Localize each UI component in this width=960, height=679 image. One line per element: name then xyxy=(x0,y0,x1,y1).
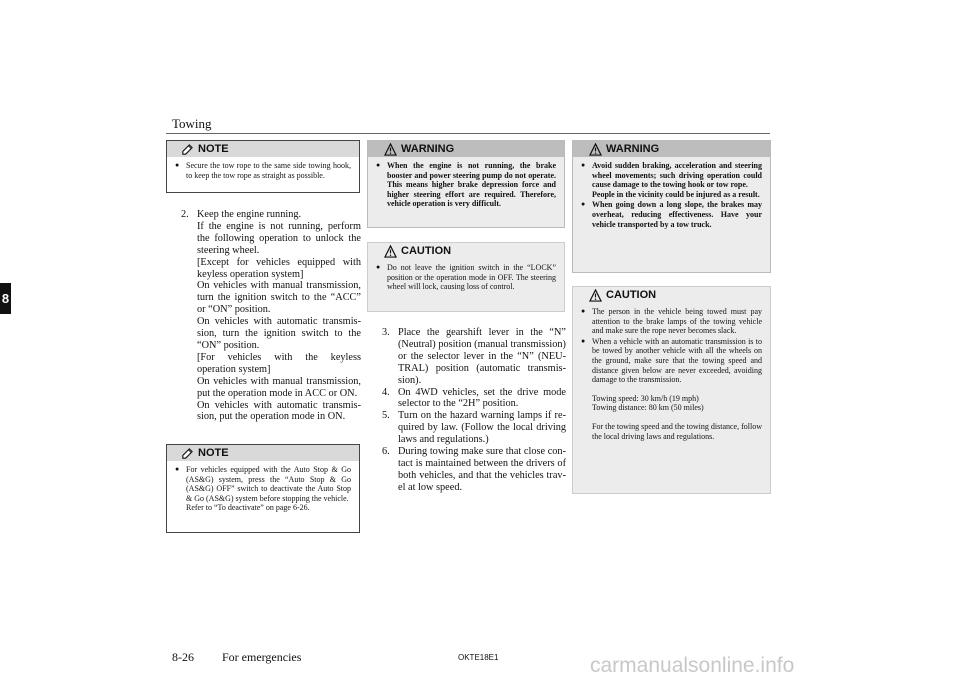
warning-header xyxy=(368,141,564,157)
note-body xyxy=(167,157,359,187)
bullet-dot: ● xyxy=(175,465,180,473)
note-icon xyxy=(181,143,194,156)
step-line: On vehicles with automatic transmission, put the operation mode in ON. xyxy=(197,399,361,423)
caution-body xyxy=(573,303,770,447)
note-icon xyxy=(181,447,194,460)
step-6: 6. During towing make sure that close contact is maintained between the drivers of both vehicles, and that the vehicles travel at low speed. xyxy=(382,446,566,493)
towing-speed: Towing speed: 30 km/h (19 mph) xyxy=(592,393,699,403)
caution-box-1 xyxy=(367,242,565,312)
section-title: Towing xyxy=(172,116,212,131)
warning-item: ● Avoid sudden braking, acceleration and steering wheel movements; such driving operation could cause damage to the towing hook or tow rope. People in the vicinity could be injured as a result. xyxy=(581,161,762,199)
step-4: 4. On 4WD vehicles, set the drive mode selector to the “2H” position. xyxy=(382,386,566,410)
caution-title: CAUTION xyxy=(606,289,657,301)
step-line: If the engine is not running, perform the following operation to unlock the steering wheel. xyxy=(197,220,361,256)
caution-item: ● When a vehicle with an automatic transmission is to be towed by another vehicle with all the wheels on the ground, make sure that the towing speed and distance given below are never exceeded, avoiding damage to the transmission. xyxy=(581,336,762,385)
note-body xyxy=(167,461,359,520)
step-line: [For vehicles with the keyless operation system] xyxy=(197,351,361,375)
step-2 xyxy=(181,209,361,423)
page-section-name: For emergencies xyxy=(222,650,302,664)
page-number: 8-26 xyxy=(172,650,194,664)
bullet-dot: ● xyxy=(581,161,586,169)
note-box-2 xyxy=(166,444,360,533)
note-item: ● For vehicles equipped with the Auto Stop & Go (AS&G) system, press the “Auto Stop & Go (AS&G) OFF” switch to deactivate the Auto Stop & Go (AS&G) system before stopping the vehicle. Refer to “To deactivate” on page 6-26. xyxy=(175,465,351,513)
caution-closing: For the towing speed and the towing distance, follow the local driving laws and regulations. xyxy=(592,421,762,441)
warning-title: WARNING xyxy=(606,143,660,155)
caution-title: CAUTION xyxy=(401,245,452,257)
caution-triangle-icon xyxy=(589,289,602,302)
warning-body xyxy=(368,157,564,216)
note-title: NOTE xyxy=(198,143,229,155)
chapter-tab: 8 xyxy=(0,283,11,314)
caution-body xyxy=(368,259,564,299)
warning-triangle-icon xyxy=(384,143,397,156)
step-line: On vehicles with automatic transmission, turn the ignition switch to the “ON” position. xyxy=(197,316,361,351)
caution-item: ● Do not leave the ignition switch in the “LOCK” position or the operation mode in OFF. The steering wheel will lock, causing loss of control. xyxy=(376,263,556,292)
bullet-dot: ● xyxy=(175,161,180,169)
warning-title: WARNING xyxy=(401,143,455,155)
warning-item: ● When the engine is not running, the brake booster and power steering pump do not operate. This means higher brake depression force and higher steering effort are required. Therefore, vehicle operation is very difficult. xyxy=(376,161,556,209)
caution-box-2 xyxy=(572,286,771,494)
step-3: 3. Place the gearshift lever in the “N” (Neutral) position (manual transmission) or the selector lever in the “N” (NEUTRAL) position (automatic transmission). xyxy=(382,327,566,386)
caution-header xyxy=(573,287,770,303)
warning-body xyxy=(573,157,770,236)
header-rule xyxy=(166,133,770,134)
watermark: carmanualsonline.info xyxy=(590,654,795,677)
bullet-dot: ● xyxy=(376,161,381,169)
caution-triangle-icon xyxy=(384,245,397,258)
step-line: [Except for vehicles equipped with keyless operation system] xyxy=(197,256,361,280)
bullet-dot: ● xyxy=(581,200,586,209)
step-5: 5. Turn on the hazard warning lamps if required by law. (Follow the local driving laws and regulations.) xyxy=(382,410,566,446)
document-code: OKTE18E1 xyxy=(458,653,499,662)
note-header xyxy=(167,141,359,157)
warning-item: ● When going down a long slope, the brakes may overheat, reducing effectiveness. Have your vehicle transported by a tow truck. xyxy=(581,200,762,229)
caution-item: ● The person in the vehicle being towed must pay attention to the brake lamps of the towing vehicle and make sure the rope never becomes slack. xyxy=(581,307,762,336)
towing-distance: Towing distance: 80 km (50 miles) xyxy=(592,403,704,413)
step-line: On vehicles with manual transmission, turn the ignition switch to the “ACC” or “ON” position. xyxy=(197,280,361,316)
bullet-dot: ● xyxy=(376,263,381,271)
caution-header xyxy=(368,243,564,259)
step-line: Keep the engine running. xyxy=(197,209,302,220)
note-title: NOTE xyxy=(198,447,229,459)
note-box-1 xyxy=(166,140,360,193)
step-number: 2. xyxy=(181,209,189,220)
step-line: On vehicles with manual transmission, put the operation mode in ACC or ON. xyxy=(197,375,361,399)
warning-triangle-icon xyxy=(589,143,602,156)
warning-box-1 xyxy=(367,140,565,228)
warning-header xyxy=(573,141,770,157)
towing-limits xyxy=(581,394,762,413)
note-item: ● Secure the tow rope to the same side towing hook, to keep the tow rope as straight as possible. xyxy=(175,161,351,180)
bullet-dot: ● xyxy=(581,336,586,345)
warning-box-2 xyxy=(572,140,771,273)
note-header xyxy=(167,445,359,461)
bullet-dot: ● xyxy=(581,307,586,315)
steps-3-6 xyxy=(382,327,566,494)
